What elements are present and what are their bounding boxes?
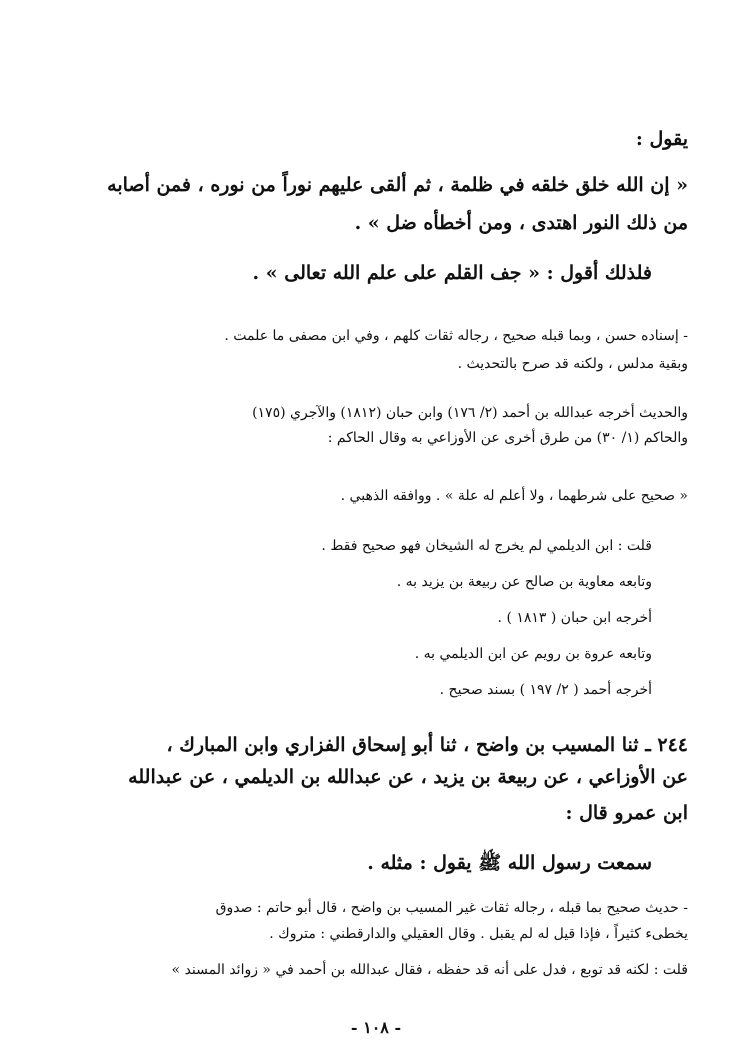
footnote-line: وتابعه معاوية بن صالح عن ربيعة بن يزيد به . (396, 574, 652, 590)
text-line: ابن عمرو قال : (565, 802, 688, 824)
text-line: يقول : (635, 128, 688, 150)
footnote-line: يخطىء كثيراً ، فإذا قيل له لم يقبل . وقال العقيلي والدارقطني : متروك . (269, 926, 688, 942)
footnote-line: - إسناده حسن ، وبما قبله صحيح ، رجاله ثقات كلهم ، وفي ابن مصفى ما علمت . (224, 328, 688, 344)
text-line: سمعت رسول الله ﷺ يقول : مثله . (367, 852, 652, 874)
footnote-line: أخرجه ابن حبان ( ١٨١٣ ) . (497, 610, 652, 626)
footnote-line: أخرجه أحمد ( ٢/ ١٩٧ ) بسند صحيح . (439, 682, 652, 698)
footnote-line: وبقية مدلس ، ولكنه قد صرح بالتحديث . (457, 356, 688, 372)
footnote-line: والحديث أخرجه عبدالله بن أحمد (٢/ ١٧٦) وابن حبان (١٨١٢) والآجري (١٧٥) (252, 405, 688, 421)
footnote-line: والحاكم (١/ ٣٠) من طرق أخرى عن الأوزاعي به وقال الحاكم : (327, 430, 688, 446)
footnote-line: قلت : لكنه قد توبع ، فدل على أنه قد حفظه ، فقال عبدالله بن أحمد في « زوائد المسند » (171, 962, 688, 978)
page-number: - ١٠٨ - (350, 1018, 402, 1037)
hadith-number-line: ٢٤٤ ـ ثنا المسيب بن واضح ، ثنا أبو إسحاق الفزاري وابن المبارك ، (166, 734, 688, 756)
text-line: من ذلك النور اهتدى ، ومن أخطأه ضل » . (354, 212, 688, 234)
footnote-line: قلت : ابن الديلمي لم يخرج له الشيخان فهو صحيح فقط . (321, 538, 652, 554)
footnote-line: وتابعه عروة بن رويم عن ابن الديلمي به . (414, 646, 652, 662)
text-line: فلذلك أقول : « جف القلم على علم الله تعالى » . (252, 262, 652, 284)
text-line: عن الأوزاعي ، عن ربيعة بن يزيد ، عن عبدالله بن الديلمي ، عن عبدالله (128, 766, 688, 788)
footnote-line: « صحيح على شرطهما ، ولا أعلم له علة » . ووافقه الذهبي . (340, 488, 688, 504)
text-line: « إن الله خلق خلقه في ظلمة ، ثم ألقى عليهم نوراً من نوره ، فمن أصابه (107, 174, 688, 196)
footnote-line: - حديث صحيح بما قبله ، رجاله ثقات غير المسيب بن واضح ، قال أبو حاتم : صدوق (215, 900, 688, 916)
